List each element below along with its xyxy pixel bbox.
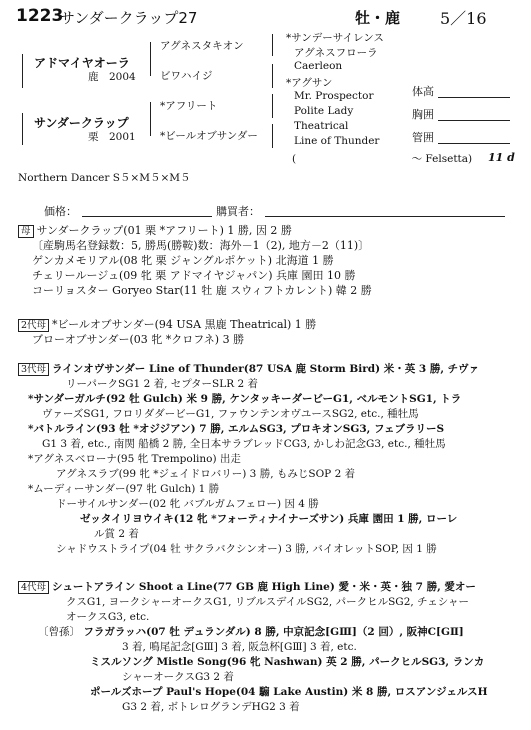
- second-dam-line: *ビールオブサンダー(94 USA 黒鹿 Theatrical) 1 勝: [52, 318, 317, 331]
- sire-dam: ビワハイジ: [160, 70, 213, 82]
- third-dam-section: [18, 362, 479, 557]
- birth-date: 5／16: [440, 9, 487, 28]
- sex-color: 牡・鹿: [355, 9, 401, 27]
- dam-line: 〔産駒馬名登録数：5, 勝馬(勝鞍)数：海外－1（2), 地方－2（11)〕: [32, 239, 370, 252]
- dd-sire: Theatrical: [294, 120, 349, 132]
- lot-number: 1223: [16, 6, 64, 26]
- sire-sire: アグネスタキオン: [160, 40, 244, 52]
- third-dam-line: リーパークSG1 2 着, セプターSLR 2 着: [66, 378, 258, 390]
- third-dam-line: ドーサイルサンダー(02 牝 バブルガムフェロー) 因 4 勝: [56, 498, 319, 510]
- fourth-dam-line: シャーオークスG3 2 着: [122, 671, 234, 683]
- third-dam-line: シャドウストライプ(04 牡 サクラバクシンオー) 3 勝, バイオレットSOP, 因 1 勝: [56, 543, 437, 555]
- third-dam-line: ル賞 2 着: [94, 528, 139, 540]
- sire-info: 鹿 2004: [88, 71, 136, 83]
- great-grandchild-tag: 〔曾孫〕: [38, 626, 80, 638]
- fourth-dam-section: [18, 580, 488, 715]
- height-label: 体高: [412, 85, 434, 98]
- ss-sire: *サンデーサイレンス: [286, 32, 384, 44]
- note: 11 d: [488, 151, 515, 164]
- dam-section: [18, 223, 372, 298]
- fourth-dam-line: クスG1, ヨークシャーオークスG1, リブルスデイルSG2, パークヒルSG2, チェシャー: [66, 596, 470, 608]
- fourth-dam-tag: 4代母: [18, 581, 49, 594]
- third-dam-line: *アグネスベローナ(95 牝 Trempolino) 出走: [28, 453, 241, 465]
- dam-sire: *アフリート: [160, 100, 218, 112]
- dam-line: サンダークラップ(01 栗 *アフリート) 1 勝, 因 2 勝: [36, 224, 292, 237]
- third-dam-line: ゼッタイリヨウイキ(12 牝 *フォーティナイナーズサン) 兵庫 園田 1 勝, ローレ: [80, 513, 458, 525]
- dam-name: サンダークラップ: [34, 116, 129, 130]
- chest-label: 胸囲: [412, 108, 434, 121]
- third-dam-line: G1 3 着, etc., 南関 船橋 2 勝, 全日本サラブレッドCG3, かしわ記念G3, etc., 種牡馬: [42, 438, 446, 450]
- second-dam-line: ブローオブサンダー(03 牝 *クロフネ) 3 勝: [32, 333, 245, 346]
- ds-dam: Polite Lady: [294, 105, 354, 117]
- dam-line: コーリョスター Goryeo Star(11 牡 鹿 スウィフトカレント) 韓 2 勝: [32, 284, 372, 297]
- third-dam-line: ヴァーズSG1, フロリダダービーG1, ファウンテンオヴユースSG2, etc., 種牡馬: [42, 408, 419, 420]
- dam-line: チェリールージュ(09 牝 栗 アドマイヤジャパン) 兵庫 園田 10 勝: [32, 269, 356, 282]
- third-dam-line: *バトルライン(93 牡 *オジジアン) 7 勝, エルムSG3, プロキオンSG3, フェブラリーS: [28, 423, 445, 435]
- sd-sire: Caerleon: [294, 60, 343, 72]
- third-dam-line: アグネスラブ(99 牝 *ジェイドロバリー) 3 勝, もみじSOP 2 着: [56, 468, 356, 480]
- dd-dam: Line of Thunder: [294, 135, 380, 147]
- fourth-dam-line: ミスルソング Mistle Song(96 牝 Nashwan) 英 2 勝, パークヒルSG3, ランカ: [90, 656, 485, 668]
- horse-name: サンダークラップ27: [60, 9, 198, 27]
- fourth-dam-line: シュートアライン Shoot a Line(77 GB 鹿 High Line) 愛・米・英・独 7 勝, 愛オー: [52, 581, 476, 593]
- buyer-label: 購買者：: [216, 205, 260, 218]
- dam-dam: *ビールオブサンダー: [160, 130, 258, 142]
- second-dam-tag: 2代母: [18, 319, 49, 332]
- third-dam-line: *サンダーガルチ(92 牡 Gulch) 米 9 勝, ケンタッキーダービーG1, ベルモントSG1, トラ: [28, 393, 462, 405]
- second-dam-section: [18, 317, 316, 347]
- dam-line: ゲンカメモリアル(08 牝 栗 ジャングルポケット) 北海道 1 勝: [32, 254, 334, 267]
- third-dam-line: ラインオヴサンダー Line of Thunder(87 USA 鹿 Storm Bird) 米・英 3 勝, チヴァ: [52, 363, 480, 375]
- ss-dam: アグネスフローラ: [294, 47, 378, 59]
- fourth-dam-line: フラガラッハ(07 牡 デュランダル) 8 勝, 中京記念[GⅢ]（2 回）, 阪神C[GⅡ]: [83, 626, 464, 638]
- third-dam-tag: 3代母: [18, 363, 49, 376]
- fifth-gen: ( ～ Felsetta): [292, 153, 473, 165]
- dam-info: 栗 2001: [88, 131, 136, 143]
- fourth-dam-line: ポールズホープ Paul's Hope(04 騸 Lake Austin) 米 8 勝, ロスアンジェルスH: [90, 686, 488, 698]
- ds-sire: Mr. Prospector: [294, 90, 374, 102]
- crosses: Northern Dancer S５×M５×M５: [18, 172, 191, 184]
- cannon-label: 管囲: [412, 131, 434, 144]
- fourth-dam-line: オークスG3, etc.: [66, 611, 150, 623]
- third-dam-line: *ムーディーサンダー(97 牝 Gulch) 1 勝: [28, 483, 220, 495]
- fourth-dam-line: G3 2 着, ボトレログランデHG2 3 着: [122, 701, 300, 713]
- dam-tag: 母: [18, 225, 34, 238]
- fourth-dam-line: 3 着, 鳴尾記念[GⅢ] 3 着, 阪急杯[GⅢ] 3 着, etc.: [122, 641, 357, 653]
- price-label: 価格：: [44, 205, 77, 218]
- sire-name: アドマイヤオーラ: [34, 56, 130, 70]
- sd-dam: *アグサン: [286, 77, 333, 89]
